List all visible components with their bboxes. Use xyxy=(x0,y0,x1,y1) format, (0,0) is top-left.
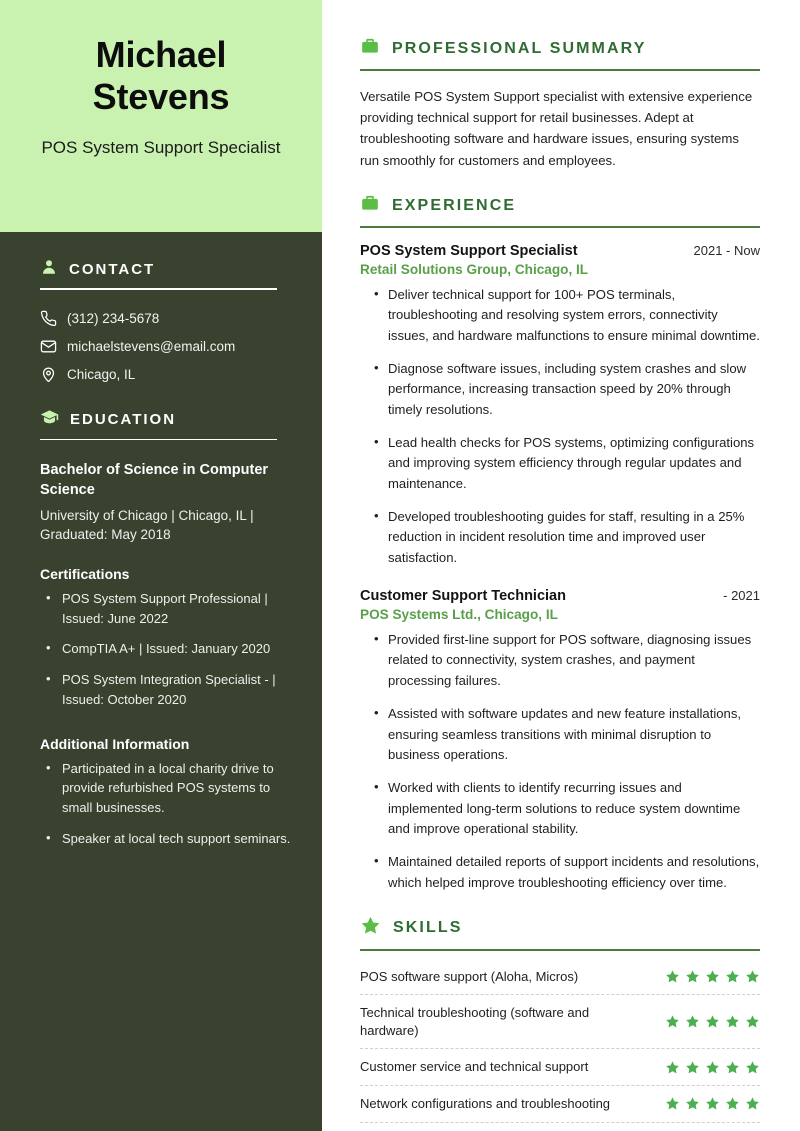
star-icon xyxy=(665,969,680,984)
list-item: • Maintained detailed reports of support incidents and resolutions, which helped improve troubleshooting efficiency over time. xyxy=(374,852,760,893)
summary-text: Versatile POS System Support specialist with extensive experience providing technical support for retail businesses. Adept at troubleshooting software and hardware issues, ensuring systems run smoothly for customers and employees. xyxy=(360,88,753,168)
contact-list xyxy=(40,310,292,383)
contact-location[interactable] xyxy=(40,366,292,383)
job-dates: 2021 - Now xyxy=(693,242,760,258)
list-item: • Provided first-line support for POS software, diagnosing issues related to connectivity, system crashes, and payment processing failures. xyxy=(374,630,760,692)
spacer xyxy=(40,721,292,736)
experience-entry-header xyxy=(360,588,760,604)
experience-entry xyxy=(360,243,760,569)
summary-section-title: PROFESSIONAL SUMMARY xyxy=(392,39,647,57)
additional-info-list xyxy=(40,759,292,849)
experience-entry xyxy=(360,588,760,894)
education-section-header xyxy=(40,408,292,432)
job-company: POS Systems Ltd., Chicago, IL xyxy=(360,606,558,622)
job-dates: - 2021 xyxy=(723,587,760,603)
briefcase-icon xyxy=(360,193,380,218)
star-icon xyxy=(705,1096,720,1111)
skills-section-header xyxy=(360,915,760,941)
star-icon xyxy=(685,1096,700,1111)
contact-email-value: michaelstevens@email.com xyxy=(67,338,236,354)
sidebar xyxy=(0,0,322,1131)
skills-divider xyxy=(360,949,760,951)
skill-rating-stars xyxy=(665,969,760,984)
list-item: • POS System Support Professional | Issued: June 2022 xyxy=(44,589,292,629)
list-item: • POS System Integration Specialist - | Issued: October 2020 xyxy=(44,670,292,710)
education-section-title: EDUCATION xyxy=(70,411,177,428)
contact-email[interactable] xyxy=(40,338,292,355)
star-icon xyxy=(745,969,760,984)
skill-rating-stars xyxy=(665,1096,760,1111)
user-icon xyxy=(40,258,58,281)
email-icon xyxy=(40,338,57,355)
skill-rating-stars xyxy=(665,1060,760,1075)
star-icon xyxy=(705,1014,720,1029)
education-divider xyxy=(40,439,277,441)
skill-name: POS software support (Aloha, Micros) xyxy=(360,968,579,984)
job-bullets xyxy=(360,285,760,569)
star-icon xyxy=(745,1096,760,1111)
contact-location-value: Chicago, IL xyxy=(67,366,136,382)
education-section xyxy=(40,408,292,849)
experience-section-header xyxy=(360,193,760,218)
job-company: Retail Solutions Group, Chicago, IL xyxy=(360,261,589,277)
location-icon xyxy=(40,366,57,383)
skill-row xyxy=(360,966,760,996)
contact-section xyxy=(40,258,292,383)
skill-name: Technical troubleshooting (software and hardware) xyxy=(360,1005,590,1038)
contact-phone-value: (312) 234-5678 xyxy=(67,310,160,326)
job-title: Customer Support Technician xyxy=(360,587,566,604)
list-item: • Participated in a local charity drive to provide refurbished POS systems to small businesses. xyxy=(44,759,292,818)
star-icon xyxy=(725,969,740,984)
list-item: • Lead health checks for POS systems, optimizing configurations and improving system efficiency through regular updates and maintenance. xyxy=(374,433,760,495)
job-title: POS System Support Specialist xyxy=(360,242,578,259)
skills-section-title: SKILLS xyxy=(393,919,463,937)
education-meta: University of Chicago | Chicago, IL | Graduated: May 2018 xyxy=(40,508,254,543)
experience-divider xyxy=(360,226,760,228)
star-icon xyxy=(685,1014,700,1029)
main-content xyxy=(322,0,800,1131)
star-icon xyxy=(745,1014,760,1029)
star-icon xyxy=(665,1060,680,1075)
experience-section xyxy=(360,193,760,893)
skill-row xyxy=(360,995,760,1049)
contact-divider xyxy=(40,288,277,290)
summary-section-header xyxy=(360,36,760,61)
star-icon xyxy=(705,1060,720,1075)
spacer xyxy=(40,387,292,408)
contact-section-title: CONTACT xyxy=(69,261,156,278)
skill-row xyxy=(360,1086,760,1123)
spacer xyxy=(40,545,292,566)
list-item: • Developed troubleshooting guides for staff, resulting in a 25% reduction in incident resolution time and improved user satisfaction. xyxy=(374,507,760,569)
job-bullets xyxy=(360,630,760,894)
contact-phone[interactable] xyxy=(40,310,292,327)
skill-row xyxy=(360,1049,760,1086)
sidebar-body xyxy=(0,232,322,1131)
list-item: • Assisted with software updates and new feature installations, ensuring seamless transitions with minimal disruption to business operations. xyxy=(374,704,760,766)
star-icon xyxy=(725,1060,740,1075)
list-item: • Deliver technical support for 100+ POS terminals, troubleshooting and resolving system errors, connectivity issues, and hardware malfunctions to ensure minimal downtime. xyxy=(374,285,760,347)
skills-section xyxy=(360,915,760,1122)
professional-summary-section xyxy=(360,36,760,171)
skill-rating-stars xyxy=(665,1014,760,1029)
star-icon xyxy=(705,969,720,984)
summary-divider xyxy=(360,69,760,71)
briefcase-icon xyxy=(360,36,380,61)
contact-section-header xyxy=(40,258,292,281)
skill-name: Customer service and technical support xyxy=(360,1059,589,1075)
skill-name: Network configurations and troubleshooting xyxy=(360,1096,611,1111)
candidate-name: Michael Stevens xyxy=(92,34,230,118)
candidate-job-title: POS System Support Specialist xyxy=(41,137,281,157)
skills-list xyxy=(360,966,760,1123)
star-icon xyxy=(685,1060,700,1075)
experience-entry-header xyxy=(360,243,760,259)
star-icon xyxy=(685,969,700,984)
list-item: • Speaker at local tech support seminars. xyxy=(44,829,292,849)
star-icon xyxy=(360,915,381,941)
star-icon xyxy=(725,1014,740,1029)
experience-section-title: EXPERIENCE xyxy=(392,196,517,214)
star-icon xyxy=(725,1096,740,1111)
star-icon xyxy=(665,1014,680,1029)
phone-icon xyxy=(40,310,57,327)
graduation-cap-icon xyxy=(40,408,59,432)
list-item: • Diagnose software issues, including system crashes and slow performance, increasing transaction speed by 20% through timely resolutions. xyxy=(374,359,760,421)
certifications-title: Certifications xyxy=(40,565,130,582)
star-icon xyxy=(745,1060,760,1075)
additional-info-title: Additional Information xyxy=(40,735,190,752)
certifications-list xyxy=(40,589,292,710)
name-header xyxy=(0,0,322,232)
list-item: • Worked with clients to identify recurring issues and implemented long-term solutions to reduce system downtime and improve operational stability. xyxy=(374,778,760,840)
list-item: • CompTIA A+ | Issued: January 2020 xyxy=(44,639,292,659)
education-degree: Bachelor of Science in Computer Science xyxy=(40,462,269,498)
star-icon xyxy=(665,1096,680,1111)
